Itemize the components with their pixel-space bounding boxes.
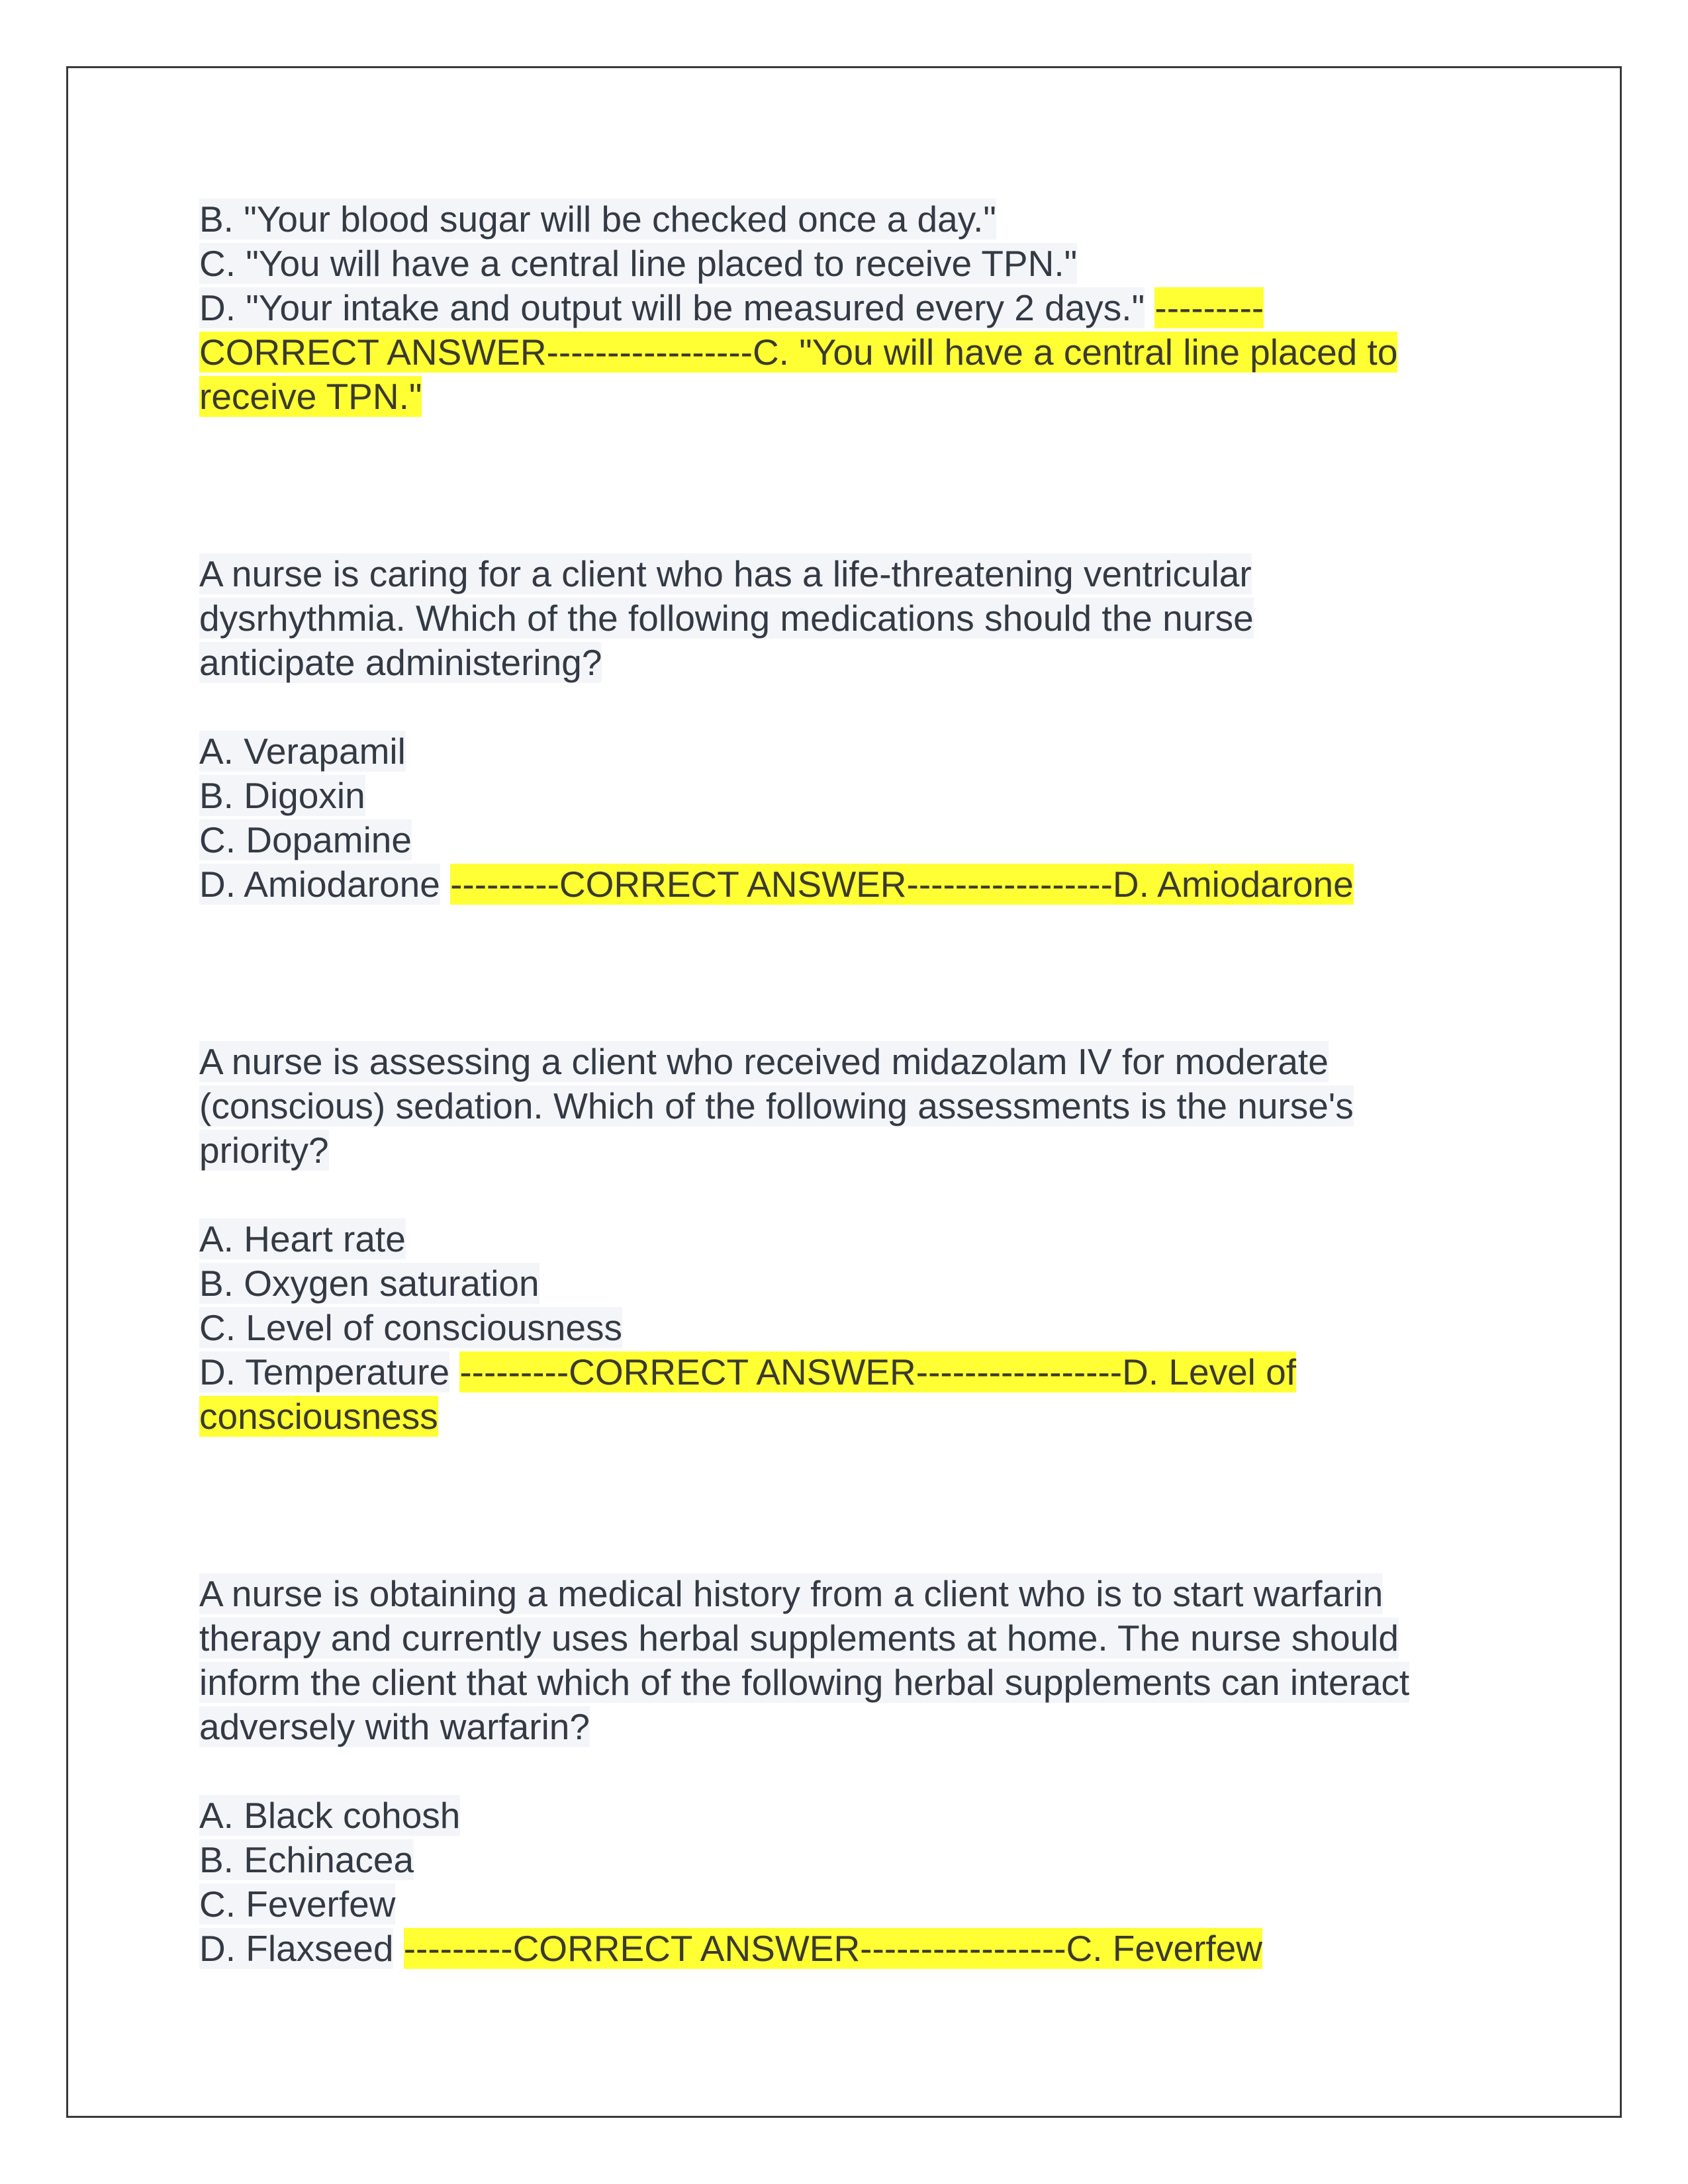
question-stem: A nurse is assessing a client who received midazolam IV for moderate — [199, 1041, 1329, 1082]
carryover-question — [199, 197, 1523, 419]
document-page — [199, 197, 1523, 1971]
option-c: C. "You will have a central line placed to receive TPN." — [199, 243, 1078, 284]
option-a: A. Verapamil — [199, 731, 406, 772]
answer-highlight: --------- — [1154, 287, 1264, 328]
answer-highlight: CORRECT ANSWER-----------------C. "You will have a central line placed to — [199, 332, 1398, 373]
option-c: C. Dopamine — [199, 819, 412, 860]
question-stem: dysrhythmia. Which of the following medications should the nurse — [199, 598, 1254, 639]
option-c: C. Feverfew — [199, 1884, 396, 1925]
answer-highlight: consciousness — [199, 1396, 438, 1437]
question-1 — [199, 552, 1523, 907]
answer-highlight: ---------CORRECT ANSWER-----------------D. Level of — [459, 1351, 1297, 1392]
question-stem: adversely with warfarin? — [199, 1706, 590, 1747]
answer-highlight: ---------CORRECT ANSWER-----------------D. Amiodarone — [450, 864, 1354, 905]
question-stem: A nurse is caring for a client who has a life-threatening ventricular — [199, 553, 1252, 594]
question-stem: (conscious) sedation. Which of the following assessments is the nurse's — [199, 1085, 1354, 1126]
answer-line — [199, 330, 1523, 375]
option-b: B. "Your blood sugar will be checked once a day." — [199, 199, 996, 240]
question-stem: therapy and currently uses herbal supplements at home. The nurse should — [199, 1617, 1399, 1659]
question-stem: priority? — [199, 1130, 329, 1171]
option-d: D. Amiodarone ---------CORRECT ANSWER-----------------D. Amiodarone — [199, 864, 1354, 905]
question-stem: anticipate administering? — [199, 642, 602, 683]
answer-line — [199, 1394, 1523, 1439]
option-d: D. Flaxseed ---------CORRECT ANSWER-----------------C. Feverfew — [199, 1928, 1262, 1969]
answer-line — [199, 375, 1523, 419]
answer-highlight: receive TPN." — [199, 376, 422, 417]
question-stem: inform the client that which of the following herbal supplements can interact — [199, 1662, 1410, 1703]
option-b: B. Digoxin — [199, 775, 365, 816]
option-c: C. Level of consciousness — [199, 1307, 622, 1348]
question-3 — [199, 1572, 1523, 1971]
option-a: A. Heart rate — [199, 1218, 406, 1259]
option-d: D. "Your intake and output will be measured every 2 days." --------- — [199, 287, 1264, 328]
question-2 — [199, 1040, 1523, 1439]
option-b: B. Echinacea — [199, 1839, 414, 1880]
question-stem: A nurse is obtaining a medical history from a client who is to start warfarin — [199, 1573, 1383, 1614]
option-b: B. Oxygen saturation — [199, 1263, 539, 1304]
option-a: A. Black cohosh — [199, 1795, 461, 1836]
option-d: D. Temperature ---------CORRECT ANSWER-----------------D. Level of — [199, 1351, 1297, 1392]
answer-highlight: ---------CORRECT ANSWER-----------------C. Feverfew — [403, 1928, 1262, 1969]
